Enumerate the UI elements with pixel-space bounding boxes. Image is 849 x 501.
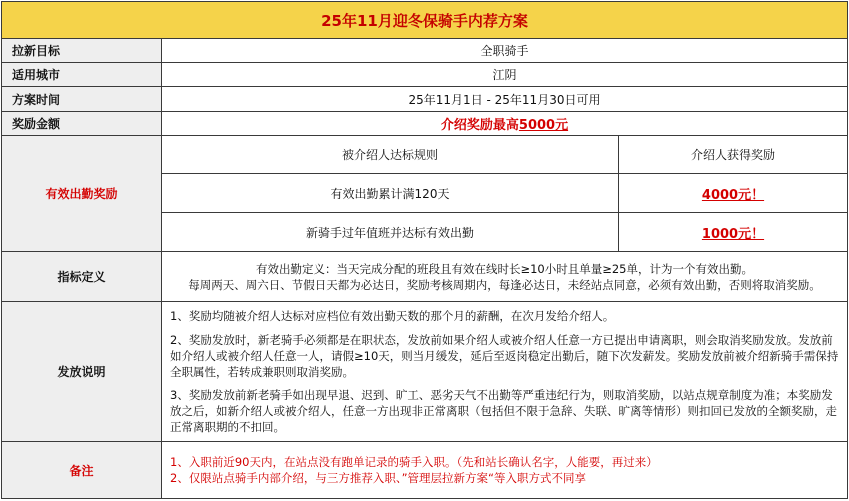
- amount-label: 奖励金额: [2, 112, 162, 135]
- plan-title: 25年11月迎冬保骑手内荐方案: [2, 2, 847, 39]
- rule-text: 有效出勤累计满120天: [162, 174, 619, 212]
- row-payout: [2, 302, 847, 442]
- header-reward: 介绍人获得奖励: [690, 148, 775, 162]
- target-value: 全职骑手: [480, 44, 529, 58]
- notes-text: [162, 442, 847, 498]
- row-period: [2, 87, 847, 112]
- reward-text: 1000元！: [701, 226, 765, 242]
- header-rule: 被介绍人达标规则: [162, 136, 619, 173]
- notes-label: 备注: [2, 442, 162, 498]
- target-label: 拉新目标: [2, 39, 162, 62]
- payout-item: 1、奖励均随被介绍人达标对应档位有效出勤天数的那个月的薪酬，在次月发给介绍人。: [170, 309, 615, 323]
- definition-line: 有效出勤定义：当天完成分配的班段且有效在线时长≥10小时且单量≥25单，计为一个有效出勤。: [255, 261, 754, 276]
- amount-highlight: 5000元: [518, 118, 569, 133]
- amount-value: [162, 112, 847, 135]
- row-attendance: [2, 136, 847, 252]
- reward-text: 4000元！: [701, 187, 765, 203]
- row-target: [2, 39, 847, 63]
- period-label: 方案时间: [2, 87, 162, 111]
- row-amount: [2, 112, 847, 136]
- payout-item: 2、奖励发放时，新老骑手必须都是在职状态，发放前如果介绍人或被介绍人任意一方已提出申请离职，则会取消奖励发放。发放前如介绍人或被介绍人任意一人，请假≥10天，则当月缓发，延后至返岗稳定出勤后，随下次发薪发。奖励发放前被介绍新骑手需保持全职属性，若转成兼职则取消奖励。: [170, 332, 839, 379]
- definition-label: 指标定义: [2, 252, 162, 301]
- payout-label: 发放说明: [2, 302, 162, 441]
- note-item: 2、仅限站点骑手内部介绍，与三方推荐入职、”管理层拉新方案“等入职方式不同享: [170, 471, 586, 485]
- note-item: 1、入职前近90天内，在站点没有跑单记录的骑手入职。（先和站长确认名字，人能要，再过来）: [170, 455, 658, 469]
- row-notes: [2, 442, 847, 498]
- rule-text: 新骑手过年值班并达标有效出勤: [162, 213, 619, 251]
- recommend-plan-sheet: [1, 1, 848, 499]
- attendance-table: [162, 136, 847, 251]
- row-definition: [2, 252, 847, 302]
- payout-text: [162, 302, 847, 441]
- city-value: 江阴: [492, 68, 517, 82]
- attendance-rule-row: [162, 213, 847, 251]
- row-city: [2, 63, 847, 87]
- attendance-label: 有效出勤奖励: [2, 136, 162, 251]
- payout-item: 3、奖励发放前新老骑手如出现早退、迟到、旷工、恶劣天气不出勤等严重违纪行为，则取消奖励，以站点规章制度为准；本奖励发放之后，如新介绍人或被介绍人，任意一方出现非正常离职（包括但不限于急辞、失联、旷离等情形）则扣回已发放的全额奖励，走正常离职期的不扣回。: [170, 388, 837, 434]
- period-value: 25年11月1日 - 25年11月30日可用: [408, 92, 601, 107]
- attendance-header-row: [162, 136, 847, 174]
- definition-line: 每周两天、周六日、节假日天都为必达日，奖励考核周期内，每逢必达日，未经站点同意，必须有效出勤，否则将取消奖励。: [188, 277, 821, 292]
- amount-prefix: 介绍奖励最高: [440, 118, 519, 133]
- city-label: 适用城市: [2, 63, 162, 86]
- definition-text: [162, 252, 847, 301]
- attendance-rule-row: [162, 174, 847, 213]
